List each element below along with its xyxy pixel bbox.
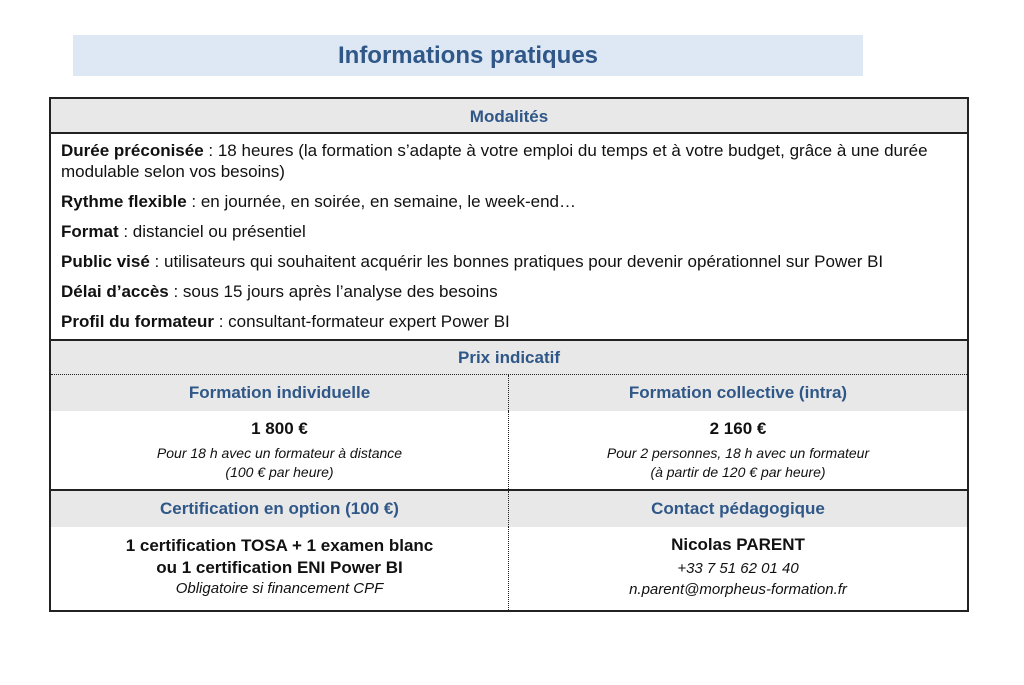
modalite-text: : 18 heures (la formation s’adapte à votre emploi du temps et à votre budget, grâce à une durée modulable selon vos besoins) [61,141,928,181]
modalite-text: : consultant-formateur expert Power BI [214,312,510,331]
individuelle-note-2: (100 € par heure) [225,464,334,480]
collective-price: 2 160 € [709,419,767,438]
certification-cell [51,527,509,610]
prix-heading: Prix indicatif [51,341,967,375]
contact-email[interactable]: n.parent@morpheus-formation.fr [629,581,847,598]
modalite-label: Format [61,222,119,241]
collective-heading: Formation collective (intra) [509,375,967,411]
collective-note-2: (à partir de 120 € par heure) [650,464,826,480]
modalite-text: : en journée, en soirée, en semaine, le week-end… [186,192,576,211]
modalite-item-rythme [61,191,957,212]
individuelle-note-1: Pour 18 h avec un formateur à distance [156,445,403,461]
modalite-label: Profil du formateur [61,312,215,331]
modalite-label: Durée préconisée [61,141,204,160]
modalite-item-public [61,251,957,272]
contact-cell [509,527,967,610]
modalites-list [51,134,967,341]
modalite-label: Délai d’accès [61,282,169,301]
contact-phone[interactable]: +33 7 51 62 01 40 [677,560,799,577]
title-band [73,35,863,76]
contact-heading: Contact pédagogique [509,491,967,527]
modalite-item-delai [61,281,957,302]
modalite-text: : utilisateurs qui souhaitent acquérir les bonnes pratiques pour devenir opérationnel sur Power BI [149,252,884,271]
modalite-item-profil [61,311,957,332]
individuelle-cell [51,411,509,489]
individuelle-price: 1 800 € [251,419,308,438]
modalite-item-duree [61,140,957,182]
page-title: Informations pratiques [337,41,599,69]
prix-subheadings [51,375,967,411]
certification-line-1: 1 certification TOSA + 1 examen blanc [125,536,434,555]
contact-name: Nicolas PARENT [671,535,805,554]
modalites-heading: Modalités [51,99,967,134]
modalite-label: Public visé [61,252,150,271]
prix-values [51,411,967,491]
bottom-subheadings [51,491,967,527]
certification-heading: Certification en option (100 €) [51,491,509,527]
bottom-values [51,527,967,610]
modalite-text: : sous 15 jours après l’analyse des besoins [168,282,498,301]
collective-cell [509,411,967,489]
info-table [49,97,969,612]
certification-note: Obligatoire si financement CPF [175,580,384,597]
modalite-text: : distanciel ou présentiel [118,222,306,241]
collective-note-1: Pour 2 personnes, 18 h avec un formateur [606,445,870,461]
individuelle-heading: Formation individuelle [51,375,509,411]
modalite-label: Rythme flexible [61,192,187,211]
modalite-item-format [61,221,957,242]
certification-line-2: ou 1 certification ENI Power BI [156,558,403,577]
